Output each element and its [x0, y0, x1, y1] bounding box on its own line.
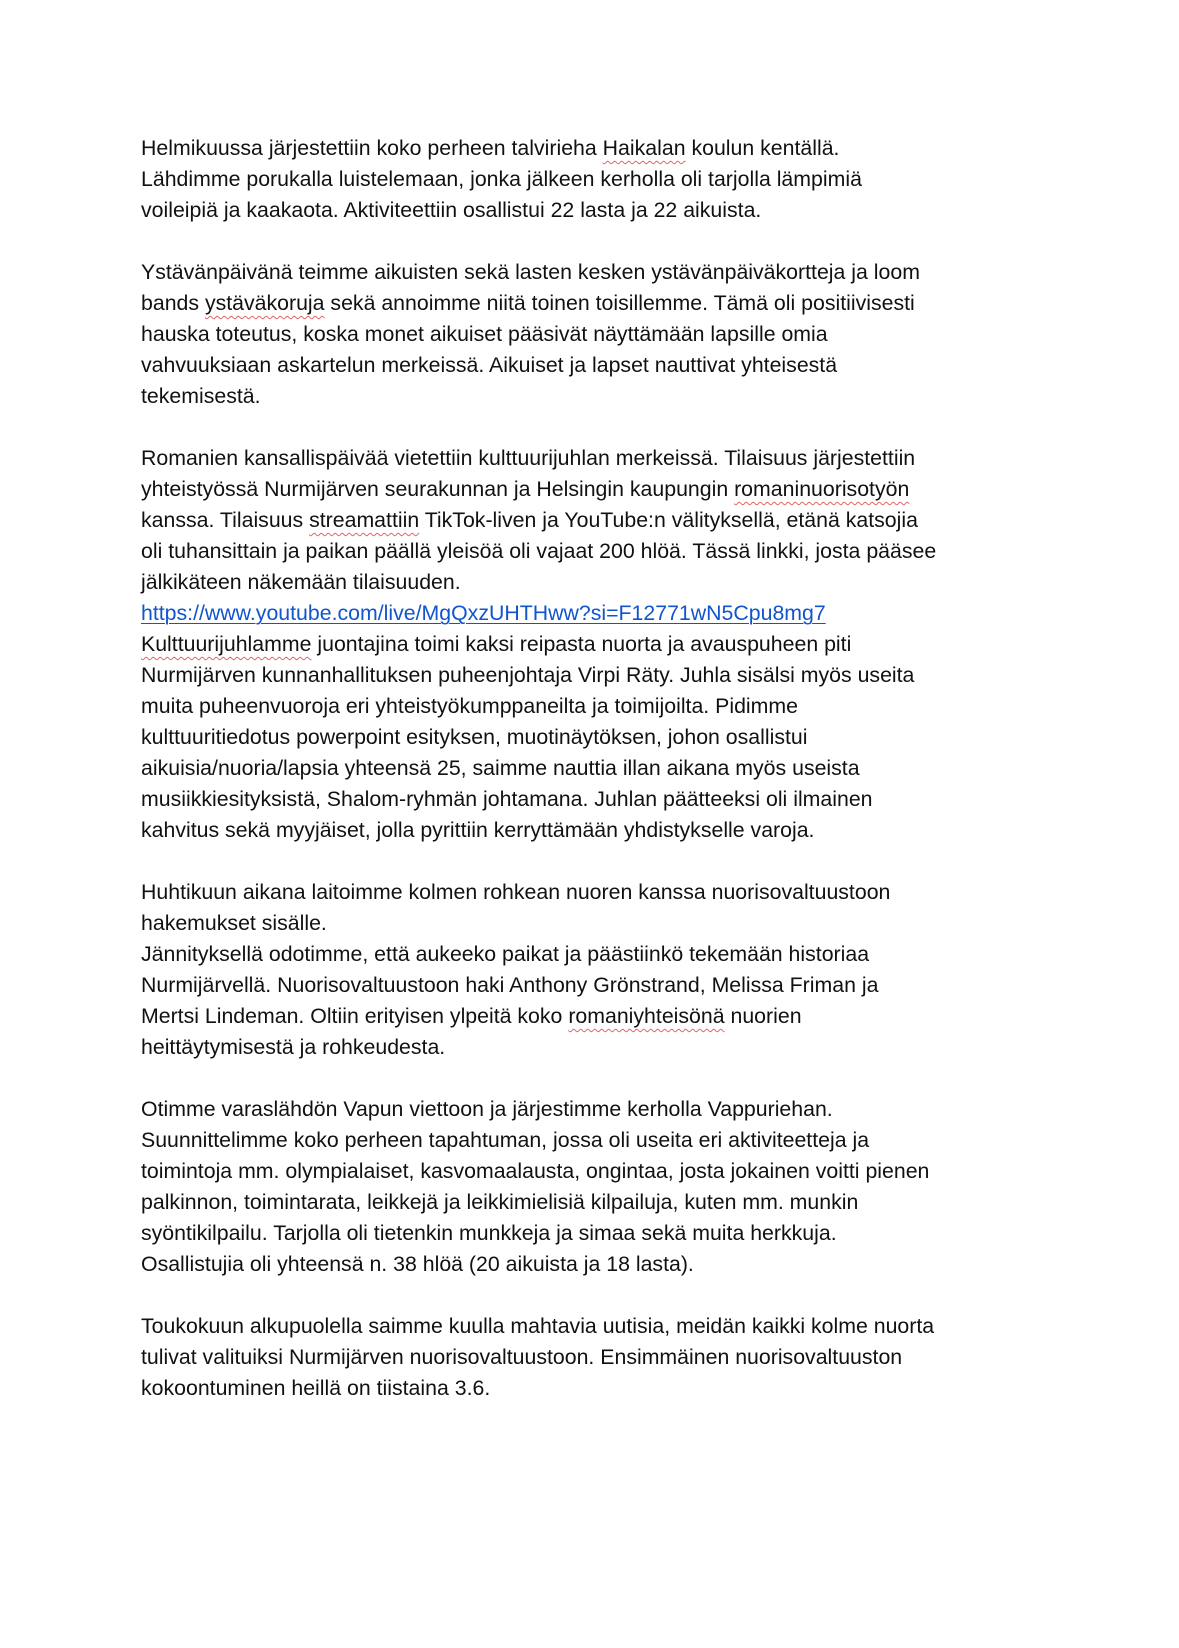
text-line	[141, 660, 1041, 691]
text-line	[141, 443, 1041, 474]
text-line	[141, 1094, 1041, 1125]
text-line	[141, 288, 1041, 319]
text-line	[141, 1001, 1041, 1032]
paragraph	[141, 443, 1041, 846]
text-line	[141, 722, 1041, 753]
text-run: tulivat valituiksi Nurmijärven nuorisovaltuustoon. Ensimmäinen nuorisovaltuuston	[141, 1345, 903, 1369]
text-line	[141, 939, 1041, 970]
paragraph-gap	[141, 412, 1041, 443]
text-run: syöntikilpailu. Tarjolla oli tietenkin munkkeja ja simaa sekä muita herkkuja.	[141, 1221, 837, 1245]
text-run: Huhtikuun aikana laitoimme kolmen rohkean nuoren kanssa nuorisovaltuustoon	[141, 880, 891, 904]
text-run: Nurmijärven kunnanhallituksen puheenjohtaja Virpi Räty. Juhla sisälsi myös useita	[141, 663, 915, 687]
paragraph-gap	[141, 226, 1041, 257]
text-run: Ystävänpäivänä teimme aikuisten sekä lasten kesken ystävänpäiväkortteja ja loom	[141, 260, 920, 284]
paragraph-gap	[141, 846, 1041, 877]
text-line	[141, 877, 1041, 908]
text-run: hauska toteutus, koska monet aikuiset pääsivät näyttämään lapsille omia	[141, 322, 828, 346]
text-run: tekemisestä.	[141, 384, 261, 408]
text-line	[141, 815, 1041, 846]
text-line	[141, 753, 1041, 784]
text-run: vahvuuksiaan askartelun merkeissä. Aikuiset ja lapset nauttivat yhteisestä	[141, 353, 838, 377]
text-line	[141, 257, 1041, 288]
text-line	[141, 1156, 1041, 1187]
text-run: kulttuuritiedotus powerpoint esityksen, muotinäytöksen, johon osallistui	[141, 725, 808, 749]
text-line	[141, 474, 1041, 505]
text-line	[141, 505, 1041, 536]
text-run: kokoontuminen heillä on tiistaina 3.6.	[141, 1376, 491, 1400]
text-line	[141, 1187, 1041, 1218]
spellcheck-flagged-word[interactable]: romaninuorisotyön	[734, 477, 910, 501]
text-run: Osallistujia oli yhteensä n. 38 hlöä (20 aikuista ja 18 lasta).	[141, 1252, 694, 1276]
text-run: palkinnon, toimintarata, leikkejä ja leikkimielisiä kilpailuja, kuten mm. munkin	[141, 1190, 859, 1214]
text-run: Otimme varaslähdön Vapun viettoon ja järjestimme kerholla Vappuriehan.	[141, 1097, 833, 1121]
text-run: nuorien	[724, 1004, 802, 1028]
text-run: Lähdimme porukalla luistelemaan, jonka jälkeen kerholla oli tarjolla lämpimiä	[141, 167, 862, 191]
text-run: Helmikuussa järjestettiin koko perheen talvirieha	[141, 136, 603, 160]
text-run: muita puheenvuoroja eri yhteistyökumppaneilta ja toimijoilta. Pidimme	[141, 694, 798, 718]
text-run: kahvitus sekä myyjäiset, jolla pyrittiin kerryttämään yhdistykselle varoja.	[141, 818, 815, 842]
paragraph-gap	[141, 1063, 1041, 1094]
text-run: heittäytymisestä ja rohkeudesta.	[141, 1035, 446, 1059]
paragraph	[141, 257, 1041, 412]
youtube-link[interactable]: https://www.youtube.com/live/MgQxzUHTHww?si=F12771wN5Cpu8mg7	[141, 601, 826, 625]
text-run: bands	[141, 291, 205, 315]
text-line	[141, 598, 1041, 629]
text-line	[141, 319, 1041, 350]
text-line	[141, 567, 1041, 598]
text-line	[141, 536, 1041, 567]
text-line	[141, 1218, 1041, 1249]
paragraph	[141, 1094, 1041, 1280]
text-line	[141, 629, 1041, 660]
text-line	[141, 381, 1041, 412]
text-run: kanssa. Tilaisuus	[141, 508, 310, 532]
text-run: Suunnittelimme koko perheen tapahtuman, jossa oli useita eri aktiviteetteja ja	[141, 1128, 870, 1152]
text-run: hakemukset sisälle.	[141, 911, 327, 935]
text-line	[141, 1249, 1041, 1280]
text-line	[141, 1311, 1041, 1342]
text-line	[141, 970, 1041, 1001]
text-line	[141, 1125, 1041, 1156]
text-run: Jännityksellä odotimme, että aukeeko paikat ja päästiinkö tekemään historiaa	[141, 942, 870, 966]
text-run: koulun kentällä.	[685, 136, 840, 160]
text-run: voileipiä ja kaakaota. Aktiviteettiin osallistui 22 lasta ja 22 aikuista.	[141, 198, 762, 222]
paragraph	[141, 133, 1041, 226]
text-line	[141, 1373, 1041, 1404]
text-line	[141, 784, 1041, 815]
text-line	[141, 195, 1041, 226]
text-run: Toukokuun alkupuolella saimme kuulla mahtavia uutisia, meidän kaikki kolme nuorta	[141, 1314, 935, 1338]
text-line	[141, 908, 1041, 939]
spellcheck-flagged-word[interactable]: romaniyhteisönä	[568, 1004, 725, 1028]
text-run: aikuisia/nuoria/lapsia yhteensä 25, saimme nauttia illan aikana myös useista	[141, 756, 860, 780]
text-line	[141, 350, 1041, 381]
text-line	[141, 1342, 1041, 1373]
text-run: TikTok-liven ja YouTube:n välityksellä, etänä katsojia	[419, 508, 918, 532]
text-run: Romanien kansallispäivää vietettiin kulttuurijuhlan merkeissä. Tilaisuus järjestettiin	[141, 446, 916, 470]
spellcheck-flagged-word[interactable]: streamattiin	[309, 508, 420, 532]
spellcheck-flagged-word[interactable]: Haikalan	[602, 136, 686, 160]
text-run: yhteistyössä Nurmijärven seurakunnan ja Helsingin kaupungin	[141, 477, 735, 501]
text-run: Mertsi Lindeman. Oltiin erityisen ylpeitä koko	[141, 1004, 569, 1028]
spellcheck-flagged-word[interactable]: Kulttuurijuhlamme	[141, 632, 312, 656]
document-body	[141, 133, 1041, 1404]
paragraph-gap	[141, 1280, 1041, 1311]
text-run: sekä annoimme niitä toinen toisillemme. Tämä oli positiivisesti	[324, 291, 915, 315]
text-run: jälkikäteen näkemään tilaisuuden.	[141, 570, 461, 594]
text-run: Nurmijärvellä. Nuorisovaltuustoon haki Anthony Grönstrand, Melissa Friman ja	[141, 973, 879, 997]
text-line	[141, 133, 1041, 164]
paragraph	[141, 877, 1041, 1063]
text-run: juontajina toimi kaksi reipasta nuorta ja avauspuheen piti	[311, 632, 852, 656]
text-run: oli tuhansittain ja paikan päällä yleisöä oli vajaat 200 hlöä. Tässä linkki, josta pääsee	[141, 539, 937, 563]
paragraph	[141, 1311, 1041, 1404]
text-run: musiikkiesityksistä, Shalom-ryhmän johtamana. Juhlan päätteeksi oli ilmainen	[141, 787, 873, 811]
text-line	[141, 164, 1041, 195]
text-run: toimintoja mm. olympialaiset, kasvomaalausta, ongintaa, josta jokainen voitti pienen	[141, 1159, 930, 1183]
text-line	[141, 691, 1041, 722]
text-line	[141, 1032, 1041, 1063]
spellcheck-flagged-word[interactable]: ystäväkoruja	[204, 291, 325, 315]
